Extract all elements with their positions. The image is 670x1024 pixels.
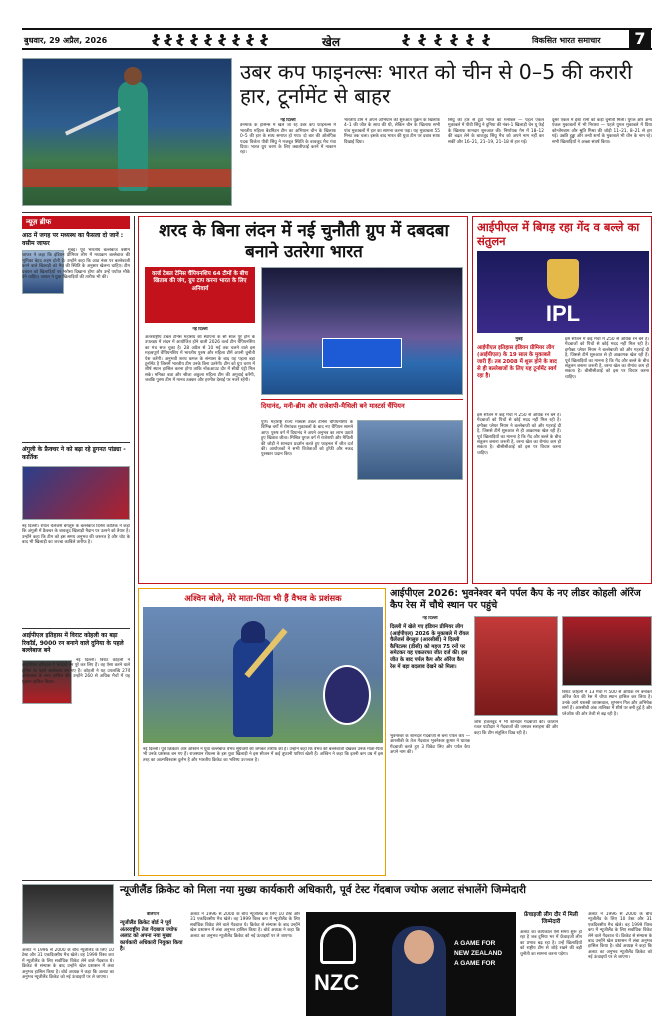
nzc-sub-body-2: अलाट ने 1996 से 2000 के बीच न्यूजीलैंड के लिए 10 टेस्ट और 31 एकदिवसीय मैच खेले। वह 1999 विश्व कप में न्यूजीलैंड के लिए सर्वाधिक विकेट लेने वाले गेंदबाज थे। क्रिकेट से संन्यास के बाद उन्होंने खेल प्रशासन में लंबा अनुभव हासिल किया है। बोर्ड अध्यक्ष ने कहा कि अलाट का अनुभव न्यूजीलैंड क्रिकेट को नई ऊंचाइयों पर ले जाएगा।	[588, 912, 652, 961]
lead-column-3: सिंधु की हार से टूटा भारत का मनोबल — पहले एकल मुकाबले में पीवी सिंधु ने दुनिया की नंबर-1 खिलाड़ी चेन यू फेई के खिलाफ शानदार शुरुआत की। निर्णायक गेम में 18–12 की बढ़त लेने के बावजूद सिंधु मैच को अपने नाम नहीं कर सकीं और 16–21, 21–19, 21–18 से हार गईं।	[448, 118, 544, 145]
athlete-icon	[164, 34, 172, 46]
banner-line-1: A GAME FOR	[454, 940, 496, 947]
runner-icon	[152, 34, 160, 46]
ceo-head	[404, 930, 434, 964]
divider	[22, 880, 652, 881]
ashwin-inset-photo	[323, 665, 371, 725]
badminton-player-photo	[22, 58, 232, 206]
nzc-lead: न्यूजीलैंड क्रिकेट बोर्ड ने पूर्व अंतरराष्ट्रीय तेज गेंदबाज ज्योफ अलाट को अपना नया मुख्य कार्यकारी अधिकारी नियुक्त किया है।	[120, 920, 183, 953]
athlete-icon	[218, 34, 226, 46]
ipl-lead: आईपीएल इतिहास इंडियन प्रीमियर लीग (आईपीएल) के 19 साल के मुकाबले जारी हैं। तब 2008 में शुरू होने के बाद से ही बल्लेबाजों के लिए यह टूर्नामेंट स्वर्ग रहा है।	[477, 345, 557, 379]
athlete-icon	[434, 34, 442, 46]
ad-board	[23, 169, 232, 187]
fern-icon	[320, 924, 356, 964]
banner-line-2: NEW ZEALAND	[454, 950, 503, 957]
vaibhav-headline: अश्विन बोले, मेरे माता-पिता भी हैं वैभव के प्रशंसक	[184, 593, 342, 603]
section-tag: न्यूज़ ब्रीफ	[22, 216, 130, 229]
nzc-body-left: अलाट ने 1996 से 2000 के बीच न्यूजीलैंड के लिए 10 टेस्ट और 31 एकदिवसीय मैच खेले। वह 1999 विश्व कप में न्यूजीलैंड के लिए सर्वाधिक विकेट लेने वाले गेंदबाज थे। क्रिकेट से संन्यास के बाद उन्होंने खेल प्रशासन में लंबा अनुभव हासिल किया है। बोर्ड अध्यक्ष ने कहा कि अलाट का अनुभव न्यूजीलैंड क्रिकेट को नई ऊंचाइयों पर ले जाएगा।	[22, 948, 114, 981]
lead-article	[240, 118, 652, 206]
brief-text-1: मुंबई। पूर्व भारतीय बल्लेबाज वसीम जाफर ने कहा कि इंडियन प्रीमियर लीग में मध्यक्रम बल्लेबाज की भूमिका बेहद अहम होती है। उन्होंने कहा कि आठ नंबर पर बल्लेबाजी करने वाले खिलाड़ी को मैच की स्थिति के अनुसार खेलना चाहिए। टीम प्रबंधन को खिलाड़ियों पर भरोसा दिखाना होगा और उन्हें पर्याप्त मौके देने चाहिए। जाफर ने युवा खिलाड़ियों की तारीफ भी की।	[22, 248, 130, 281]
helmet-icon	[241, 621, 265, 643]
dateline: मुंबई	[515, 337, 523, 342]
callout-text: वर्ल्ड टेबल टेनिस चैंपियनशिप 64 टीमों के बीच खिताब की जंग, ग्रुप टाप करना भारत के लिए अनिवार्य	[152, 271, 248, 292]
nzc-body: अलाट ने 1996 से 2000 के बीच न्यूजीलैंड के लिए 10 टेस्ट और 31 एकदिवसीय मैच खेले। वह 1999 विश्व कप में न्यूजीलैंड के लिए सर्वाधिक विकेट लेने वाले गेंदबाज थे। क्रिकेट से संन्यास के बाद उन्होंने खेल प्रशासन में लंबा अनुभव हासिल किया है। बोर्ड अध्यक्ष ने कहा कि अलाट का अनुभव न्यूजीलैंड क्रिकेट को नई ऊंचाइयों पर ले जाएगा।	[190, 912, 300, 939]
racket-icon	[65, 107, 121, 136]
sub-body: पुणे। महाराष्ट्र राज्य मास्टर्स टेबल टेनिस चैंपियनशिप के विभिन्न वर्गों में रोमांचक मुकाबलों के बाद नए चैंपियन सामने आए। पुरुष वर्ग में दियानंद ने अपने अनुभव का लाभ उठाते हुए खिताब जीता। मिश्रित युगल वर्ग में राजेशपी और मैथिली की जोड़ी ने शानदार प्रदर्शन करते हुए फाइनल में जीत दर्ज की। आयोजकों ने सभी विजेताओं को ट्रॉफी और नकद पुरस्कार प्रदान किए।	[261, 420, 353, 458]
athlete-icon	[260, 34, 268, 46]
dateline: नई दिल्ली	[280, 118, 296, 123]
lead-column-2: भारतीय टीम ने अपने अभियान की शुरुआत यूक्रेन के खिलाफ 4–1 की जीत के साथ की थी, लेकिन चीन के खिलाफ सभी पांच मुकाबलों में हार का सामना करना पड़ा। यह मुकाबला 55 मिनट तक चला। इसके बाद भारत की युवा टीम पर दबाव साफ दिखाई दिया।	[344, 118, 440, 145]
table-tennis-arena-photo	[261, 267, 463, 395]
callout-box	[145, 267, 255, 323]
athlete-icon	[190, 34, 198, 46]
sub-story	[261, 399, 463, 579]
kohli-headline: आईपीएल 2026: भुवनेश्वर बने पर्पल कैप के नए लीडर कोहली ऑरेंज कैप रेस में चौथे स्थान पर पहुंचे	[390, 588, 641, 611]
ipl-col-1: इस सीजन में कई मैचों में 250 से अधिक रन बने हैं। गेंदबाजों को पिचों से कोई मदद नहीं मिल रही है। इम्पैक्ट प्लेयर नियम ने बल्लेबाजी को और गहराई दी है, जिससे टीमें शुरुआत से ही आक्रामक खेल रही हैं। पूर्व खिलाड़ियों का मानना है कि गेंद और बल्ले के बीच संतुलन बनाना जरूरी है, वरना खेल का रोमांच कम हो सकता है। बीसीसीआई को इस पर विचार करना चाहिए।	[477, 413, 561, 456]
athlete-icon	[204, 34, 212, 46]
banner-line-3: A GAME FOR	[454, 960, 496, 967]
news-brief-sidebar	[22, 216, 130, 876]
nzc-sub-story	[520, 912, 652, 1016]
athlete-icon	[176, 34, 184, 46]
dateline: नई दिल्ली	[422, 616, 438, 621]
brief-headline-1: आठ में जगह पर मध्यस्थ का फैसला दो जानें : वसीम जाफर	[22, 232, 124, 247]
kohli-col-1b: भुवनेश्वर के शानदार गेंदबाजी से बना पर्पल कैप — आरसीबी के तेज गेंदबाज भुवनेश्वर कुमार ने घातक गेंदबाजी करते हुए 3 विकेट लिए और पर्पल कैप अपने नाम की।	[390, 734, 470, 756]
ipl-col-2: इस सीजन में कई मैचों में 250 से अधिक रन बने हैं। गेंदबाजों को पिचों से कोई मदद नहीं मिल रही है। इम्पैक्ट प्लेयर नियम ने बल्लेबाजी को और गहराई दी है, जिससे टीमें शुरुआत से ही आक्रामक खेल रही हैं। पूर्व खिलाड़ियों का मानना है कि गेंद और बल्ले के बीच संतुलन बनाना जरूरी है, वरना खेल का रोमांच कम हो सकता है। बीसीसीआई को इस पर विचार करना चाहिए।	[565, 337, 649, 380]
cricketer-photo	[22, 466, 130, 520]
vaibhav-body: नई दिल्ली। पूर्व क्रिकेटर आर अश्विन ने युवा बल्लेबाज वैभव सूर्यवंशी की जमकर तारीफ की है। उन्होंने कहा कि वैभव की बल्लेबाजी देखकर उनके माता-पिता भी उनके प्रशंसक बन गए हैं। राजस्थान रॉयल्स के इस युवा खिलाड़ी ने इस सीजन में कई तूफानी पारियां खेली हैं। अश्विन ने कहा कि इतनी कम उम्र में इस तरह का आत्मविश्वास दुर्लभ है और भारतीय क्रिकेट का भविष्य उज्ज्वल है।	[143, 747, 383, 763]
ipl-trophy-photo	[477, 251, 649, 333]
athlete-icon	[466, 34, 474, 46]
divider	[22, 442, 130, 443]
kohli-lead: दिल्ली में खेले गए इंडियन प्रीमियर लीग (आईपीएल) 2026 के मुकाबले में रॉयल चैलेंजर्स बेंगलुरु (आरसीबी) ने दिल्ली कैपिटल्स (डीसी) को महज 75 रनों पर समेटकर यह एकतरफा जीत दर्ज की। इस जीत के बाद पर्पल कैप और ऑरेंज कैप रेस में बड़ा बदलाव देखने को मिला।	[390, 624, 469, 670]
athlete-icon	[246, 34, 254, 46]
ipl-logo: IPL	[545, 301, 581, 326]
vaibhav-batting-photo	[143, 607, 383, 743]
ipl-story	[472, 216, 652, 584]
sub-headline: दियानंद, मनी-ब्रीम और राजेशपी-मैथिली बने मास्टर्स चैंपियन	[261, 402, 405, 410]
lead-headline: उबर कप फाइनल्सः भारत को चीन से 0–5 की करारी हार, टूर्नामेंट से बाहर	[240, 60, 633, 108]
center-headline: शरद के बिना लंदन में नई चुनौती ग्रुप में दबदबा बनाने उतरेगा भारत	[159, 221, 449, 262]
divider	[22, 212, 652, 213]
page-number: 7	[629, 28, 651, 50]
lead-column-4: दूसरे एकल में ईशा रानी को कड़ी चुनौती मिली। युगल और अन्य एकल मुकाबलों में भी निराशा — पहले युगल मुकाबले में प्रिया कोन्जेंगबाम और श्रुति मिश्रा की जोड़ी 11–21, 8–21 से हार गई। उन्नति हुड्डा और तन्वी शर्मा के मुकाबले भी चीन के नाम रहे। सभी खिलाड़ियों ने अच्छा संघर्ष किया।	[552, 118, 652, 145]
paper-name: विकसित भारत समाचार	[532, 36, 601, 45]
page-date: बुधवार, 29 अप्रैल, 2026	[24, 36, 108, 45]
player-head	[124, 67, 142, 85]
vaibhav-story	[138, 588, 386, 876]
masthead	[22, 28, 652, 50]
sports-pictogram-strip-right	[402, 34, 522, 48]
dateline: नई दिल्ली	[192, 327, 208, 332]
ipl-headline: आईपीएल में बिगड़ रहा गेंद व बल्ले का संतुलन	[477, 220, 640, 248]
nzc-ceo-left-photo	[22, 884, 114, 944]
kohli-col-2: जोश हेजलवुड ने भी शानदार गेंदबाजी की। कप्तान रजत पाटीदार ने गेंदबाजों की जमकर सराहना की और कहा कि टीम संतुलित दिख रही है।	[474, 720, 558, 736]
bhuvneshwar-photo	[474, 616, 558, 716]
section-title: खेल	[322, 35, 340, 49]
divider	[22, 628, 130, 629]
athlete-icon	[418, 34, 426, 46]
kohli-celebration-photo	[562, 616, 652, 686]
tt-table	[322, 338, 402, 368]
nzc-sub-headline: फ्रेंचाइजी लीग दौर में मिली जिम्मेदारी	[524, 912, 578, 925]
brief-headline-2: अंगुली के फ्रैक्चर ने को बढ़ा रहे डूगनत पांड्या - कार्तिक	[22, 446, 126, 461]
column-divider	[134, 216, 135, 876]
lead-paragraph-1: डेनमार्क के हॉर्सेन्स में खेले जा रहे उबर कप फाइनल्स में भारतीय महिला बैडमिंटन टीम का अभियान चीन के खिलाफ 0–5 की हार के साथ समाप्त हो गया। दो बार की ओलंपिक पदक विजेता पीवी सिंधु ने मजबूत स्थिति के बावजूद मैच गंवा दिया। भारत ग्रुप चरण के लिए क्वालीफाई करने में नाकाम रहा।	[240, 123, 336, 156]
nzc-story	[22, 884, 652, 1020]
athlete-icon	[482, 34, 490, 46]
brief-headline-3: आईपीएल इतिहास में विराट कोहली का बड़ा रिकॉर्ड, 9000 रन बनाने वाले दुनिया के पहले बल्लेबाज बने	[22, 632, 124, 654]
sports-pictogram-strip-left	[152, 34, 292, 48]
nzc-press-photo	[306, 912, 516, 1016]
center-body: अंतरराष्ट्रीय टेबल टेनिस महासंघ की स्थापना के सौ साल पूरे होने के उपलक्ष्य में लंदन में आयोजित होने वाली 2026 वर्ल्ड टीम चैंपियनशिप का मंच सज चुका है। 28 अप्रैल से 10 मई तक चलने वाले इस महत्वपूर्ण चैंपियनशिप में भारतीय पुरुष और महिला टीमें अपनी चुनौती पेश करेंगी। अनुभवी शरथ कमल के संन्यास के बाद यह पहला बड़ा टूर्नामेंट है जिसमें भारतीय टीम उनके बिना उतरेगी। टीम को ग्रुप चरण में शीर्ष स्थान हासिल करना होगा ताकि नॉकआउट दौर में सीधी एंट्री मिल सके। मनिका बत्रा और श्रीजा अकुला महिला टीम की अगुवाई करेंगी, जबकि पुरुष टीम में मानव ठक्कर और हरमीत देसाई पर नजरें रहेंगी।	[145, 335, 255, 384]
brief-text-2: नई दिल्ली। रॉयल चैलेंजर्स बेंगलुरु के बल्लेबाज दिनेश कार्तिक ने कहा कि अंगुली में फ्रैक्चर के बावजूद खिलाड़ी मैदान पर उतरने को तैयार है। उन्होंने कहा कि टीम को इस समय अनुभव की जरूरत है और चोट के बाद भी खिलाड़ी का जज्बा काबिले तारीफ है।	[22, 524, 130, 546]
table-tennis-story	[138, 216, 468, 584]
masters-champions-photo	[357, 420, 463, 480]
athlete-icon	[450, 34, 458, 46]
nzc-sub-body: अलाट का कार्यकाल ऐसे समय शुरू हो रहा है जब दुनिया भर में फ्रेंचाइजी लीग का प्रभाव बढ़ रहा है। उन्हें खिलाड़ियों को राष्ट्रीय टीम से जोड़े रखने की बड़ी चुनौती का सामना करना पड़ेगा।	[520, 930, 582, 957]
brief-text-3: नई दिल्ली। विराट कोहली ने आईपीएल इतिहास में 9000 रन पूरे कर लिए हैं। वह ऐसा करने वाले दुनिया के पहले बल्लेबाज बन गए हैं। कोहली ने यह उपलब्धि 27वें अर्धशतक के साथ हासिल की। उन्होंने 260 से अधिक मैचों में यह मुकाम हासिल किया।	[22, 658, 130, 685]
athlete-icon	[232, 34, 240, 46]
trophy-icon	[547, 259, 579, 299]
nzc-logo: NZC	[314, 970, 360, 995]
kohli-story	[390, 588, 652, 876]
lead-column-1	[240, 118, 336, 201]
dateline: वेलिंग्टन	[146, 912, 160, 917]
kohli-col-3: विराट कोहली ने 13 मैचों में 500 से अधिक रन बनाकर ऑरेंज कैप की रेस में चौथा स्थान हासिल कर लिया है। उनके आगे यशस्वी जायसवाल, शुभमन गिल और अभिषेक शर्मा हैं। आरसीबी अंक तालिका में शीर्ष पर बनी हुई है और प्लेऑफ की ओर तेजी से बढ़ रही है।	[562, 690, 652, 717]
nzc-headline: न्यूजीलैंड क्रिकेट को मिला नया मुख्य कार्यकारी अधिकारी, पूर्व टेस्ट गेंदबाज ज्योफ अलाट संभालेंगे जिम्मेदारी	[120, 884, 526, 896]
athlete-icon	[402, 34, 410, 46]
